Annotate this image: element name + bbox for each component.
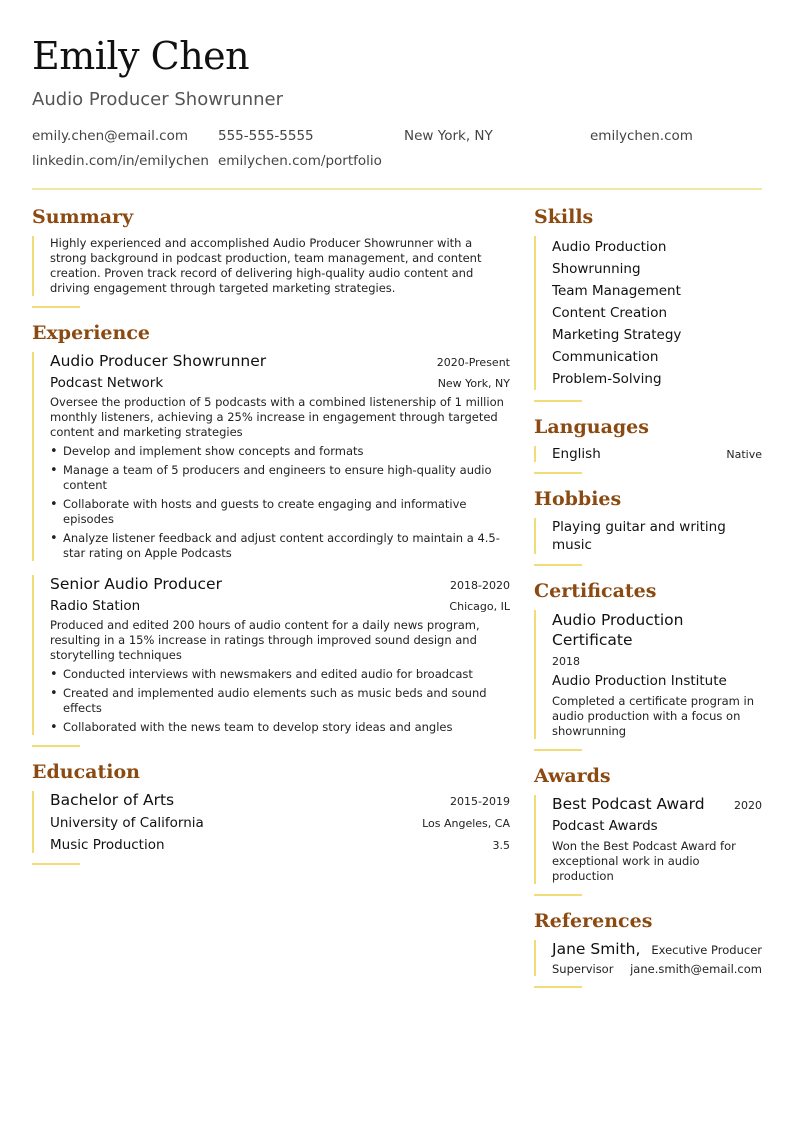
hobbies-heading: Hobbies (534, 488, 622, 510)
job-bullets (50, 667, 510, 735)
job-bullet: • Manage a team of 5 producers and engineers to ensure high-quality audio content (50, 463, 510, 493)
summary-heading: Summary (32, 206, 134, 228)
job-bullet: • Collaborate with hosts and guests to create engaging and informative episodes (50, 497, 510, 527)
certificate-year: 2018 (552, 655, 580, 668)
job-bullets (50, 444, 510, 561)
hobbies-section (534, 488, 762, 566)
education-section (32, 761, 510, 865)
section-divider (32, 745, 80, 747)
award-name: Best Podcast Award (552, 795, 705, 813)
languages-section (534, 416, 762, 474)
job-description: Produced and edited 200 hours of audio content for a daily news program, resulting in a 15% increase in ratings through improved sound design and storytelling techniques (50, 618, 480, 662)
job-bullet: • Conducted interviews with newsmakers and edited audio for broadcast (50, 667, 510, 682)
job-dates: 2020-Present (436, 356, 510, 369)
languages-heading: Languages (534, 416, 649, 438)
certificate-name: Audio Production Certificate (552, 611, 684, 649)
summary-text: Highly experienced and accomplished Audio Producer Showrunner with a strong background in podcast production, team management, and content creation. Proven track record of delivering high-quality audio content and driving engagement through targeted marketing strategies. (50, 236, 482, 295)
award-entry (534, 795, 762, 884)
section-divider (534, 564, 582, 566)
contact-website[interactable]: emilychen.com (590, 128, 693, 144)
certificates-section (534, 580, 762, 751)
job-location: Chicago, IL (449, 600, 510, 613)
certificate-issuer: Audio Production Institute (552, 673, 727, 689)
section-divider (32, 863, 80, 865)
skill-item: Problem-Solving (552, 371, 662, 387)
contact-portfolio[interactable]: emilychen.com/portfolio (218, 153, 382, 169)
job-company: Podcast Network (50, 375, 164, 391)
contact-phone[interactable]: 555-555-5555 (218, 128, 314, 144)
reference-position: Executive Producer (651, 943, 762, 957)
school-name: University of California (50, 815, 204, 831)
side-column (534, 206, 762, 1002)
experience-heading: Experience (32, 322, 150, 344)
summary-section (32, 206, 510, 308)
education-entry (32, 791, 510, 853)
skill-item: Audio Production (552, 239, 667, 255)
skill-item: Marketing Strategy (552, 327, 682, 343)
certificate-description: Completed a certificate program in audio production with a focus on showrunning (552, 694, 754, 738)
reference-relation: Supervisor (552, 962, 614, 976)
section-divider (534, 749, 582, 751)
award-year: 2020 (734, 799, 762, 812)
candidate-headline: Audio Producer Showrunner (32, 89, 284, 110)
section-divider (534, 986, 582, 988)
job-dates: 2018-2020 (450, 579, 510, 592)
header-divider (32, 188, 762, 190)
experience-entry (32, 352, 510, 561)
skill-item: Communication (552, 349, 659, 365)
skills-heading: Skills (534, 206, 594, 228)
candidate-name: Emily Chen (32, 34, 250, 78)
hobby-item: Playing guitar and writing music (552, 519, 726, 553)
contact-linkedin[interactable]: linkedin.com/in/emilychen (32, 153, 209, 169)
skill-item: Team Management (552, 283, 681, 299)
reference-name: Jane Smith, (552, 940, 641, 958)
skill-item: Showrunning (552, 261, 641, 277)
language-name: English (552, 446, 601, 462)
job-description: Oversee the production of 5 podcasts with a combined listenership of 1 million monthly listeners, achieving a 25% increase in engagement through targeted content and marketing strategies (50, 395, 504, 439)
reference-email[interactable]: jane.smith@email.com (630, 962, 762, 976)
reference-entry (534, 940, 762, 976)
job-title: Senior Audio Producer (50, 575, 222, 593)
contact-location: New York, NY (404, 128, 493, 144)
language-level: Native (726, 448, 762, 461)
job-company: Radio Station (50, 598, 141, 614)
job-title: Audio Producer Showrunner (50, 352, 267, 370)
section-divider (534, 894, 582, 896)
degree: Bachelor of Arts (50, 791, 175, 809)
awards-heading: Awards (534, 765, 611, 787)
field-of-study: Music Production (50, 837, 165, 853)
certificates-heading: Certificates (534, 580, 657, 602)
skills-section (534, 206, 762, 402)
contact-email[interactable]: emily.chen@email.com (32, 128, 189, 144)
contact-list (32, 128, 762, 169)
job-bullet: • Develop and implement show concepts and formats (50, 444, 510, 459)
main-column (32, 206, 510, 879)
awards-section (534, 765, 762, 896)
section-divider (534, 472, 582, 474)
section-divider (534, 400, 582, 402)
job-bullet: • Created and implemented audio elements such as music beds and sound effects (50, 686, 510, 716)
references-heading: References (534, 910, 653, 932)
skill-item: Content Creation (552, 305, 668, 321)
skills-list (534, 236, 762, 390)
section-divider (32, 306, 80, 308)
language-item (534, 446, 762, 462)
references-section (534, 910, 762, 988)
job-location: New York, NY (437, 377, 510, 390)
certificate-entry (534, 610, 762, 739)
education-heading: Education (32, 761, 140, 783)
school-location: Los Angeles, CA (422, 817, 510, 830)
award-issuer: Podcast Awards (552, 818, 658, 834)
gpa: 3.5 (492, 839, 510, 852)
experience-entry (32, 575, 510, 735)
education-dates: 2015-2019 (450, 795, 510, 808)
award-description: Won the Best Podcast Award for exceptional work in audio production (552, 839, 736, 883)
experience-section (32, 322, 510, 747)
job-bullet: • Collaborated with the news team to develop story ideas and angles (50, 720, 510, 735)
job-bullet: • Analyze listener feedback and adjust content accordingly to maintain a 4.5-star rating on Apple Podcasts (50, 531, 510, 561)
